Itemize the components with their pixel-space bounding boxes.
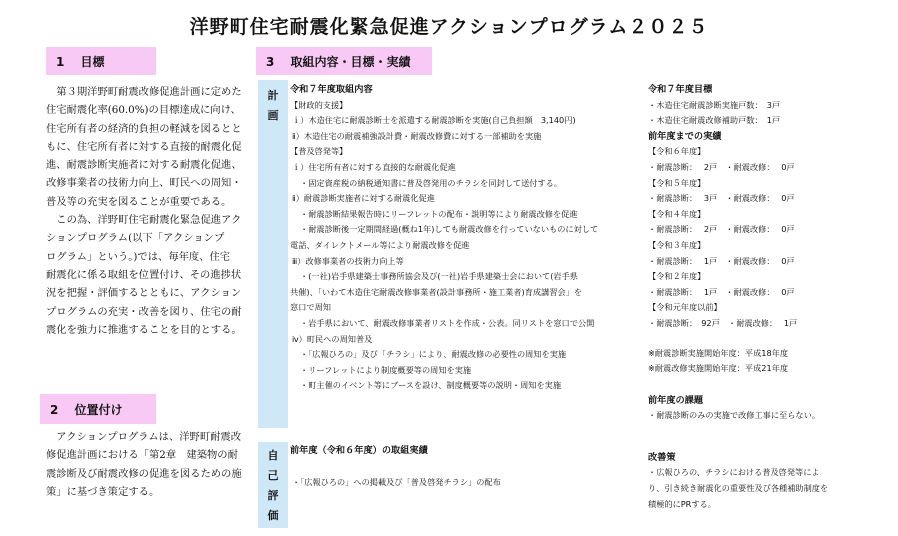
measure-line: ・広報ひろの、チラシにおける普及啓発等によ [648, 467, 820, 478]
plan-line: ｉ）木造住宅に耐震診断士を派遣する耐震診断を実施(自己負担額 3,140円) [292, 115, 576, 126]
plan-line: ｉ）住宅所有者に対する直接的な耐震化促進 [292, 161, 456, 172]
result-year: 【令和２年度】 [648, 271, 706, 282]
result-line: ・耐震診断： 3戸 ・耐震改修： 0戸 [648, 193, 795, 204]
section1-line: 況を把握・評価するとともに、アクション [46, 287, 242, 300]
result-line: ・耐震診断： 1戸 ・耐震改修： 0戸 [648, 286, 795, 297]
issue-line: ・耐震診断のみの実施で改修工事に至らない。 [648, 410, 820, 421]
plan-line: 共催)、「いわて木造住宅耐震改修事業者(設計事務所・施工業者)育成講習会」を [290, 286, 583, 297]
plan-line: ⅲ）改修事業者の技術力向上等 [292, 255, 404, 266]
section2-line: 策」に基づき策定する。 [46, 485, 160, 498]
plan-line: ・町主催のイベント等にブースを設け、制度概要等の説明・周知を実施 [300, 380, 562, 391]
plan-line: ・岩手県において、耐震改修事業者リストを作成・公表。同リストを窓口で公開 [300, 317, 595, 328]
section3-header: 3 取組内容・目標・実績 [256, 47, 432, 75]
section1-header: 1 目標 [46, 47, 156, 75]
plan-content [290, 82, 640, 394]
section1-body [46, 83, 246, 339]
plan-label-char: 計 [267, 89, 279, 102]
section2-body [46, 428, 246, 501]
section1-line: 住宅耐震化率(60.0%)の目標達成に向け、 [46, 104, 241, 117]
eval-content [290, 443, 640, 490]
goal-line: ・木造住宅耐震改修補助戸数： 1戸 [648, 115, 781, 126]
section1-line: 普及等の充実を図ることが重要である。 [46, 195, 232, 208]
plan-line: ・耐震診断後一定期間経過(概ね1年)しても耐震改修を行っていないものに対して [300, 224, 599, 235]
section2-line: 震診断及び耐震改修の促進を図るための施 [46, 467, 242, 480]
plan-line: ・耐震診断結果報告時にリーフレットの配布・説明等により耐震改修を促進 [300, 208, 578, 219]
plan-line: ・固定資産税の納税通知書に普及啓発用のチラシを同封して送付する。 [300, 177, 563, 188]
section1-line: 耐震化に係る取組を位置付け、その進捗状 [46, 268, 242, 281]
plan-line: ⅱ）耐震診断実施者に対する耐震化促進 [292, 193, 435, 204]
result-year: 【令和３年度】 [648, 239, 706, 250]
right-column [648, 82, 878, 512]
section1-line: ションプログラム(以下「アクションプ [46, 232, 225, 245]
plan-line: 窓口で周知 [290, 302, 331, 313]
eval-line: ・「広報ひろの」への掲載及び「普及啓発チラシ」の配布 [292, 476, 501, 487]
section1-line: プログラムの充実・改善を図り、住宅の耐 [46, 305, 242, 318]
measure-line: 積極的にPRする。 [648, 498, 716, 509]
eval-heading: 前年度（令和６年度）の取組実績 [290, 445, 428, 456]
goal-heading: 令和７年度目標 [648, 84, 713, 95]
issue-heading: 前年度の課題 [648, 394, 704, 406]
plan-line: 【普及啓発等】 [290, 146, 348, 157]
section1-line: 第３期洋野町耐震改修促進計画に定めた [56, 86, 242, 98]
section1-line: もに、住宅所有者に対する直接的耐震化促 [46, 140, 242, 153]
result-line: ・耐震診断： 2戸 ・耐震改修： 0戸 [648, 224, 795, 235]
section1-line: ログラム」という。)では、毎年度、住宅 [46, 250, 231, 263]
section2-line: 修促進計画における「第2章 建築物の耐 [46, 449, 238, 462]
measure-line: り、引き続き耐震化の重要性及び各種補助制度を [648, 483, 829, 494]
plan-line: ⅳ）町民への周知普及 [292, 333, 373, 344]
note-line: ※耐震診断実施開始年度：平成18年度 [648, 347, 789, 358]
plan-heading: 令和７年度取組内容 [290, 84, 373, 95]
section1-line: 住宅所有者の経済的負担の軽減を図るとと [46, 122, 242, 135]
result-year: 【令和５年度】 [648, 177, 706, 188]
plan-label [258, 80, 288, 428]
eval-label-char: 己 [267, 469, 279, 482]
result-line: ・耐震診断： 1戸 ・耐震改修： 0戸 [648, 255, 795, 266]
plan-line: ・「広報ひろの」及び「チラシ」により、耐震改修の必要性の周知を実施 [300, 349, 567, 360]
measure-heading: 改善策 [648, 451, 676, 463]
plan-line: 【財政的支援】 [290, 99, 348, 110]
section2-header: 2 位置付け [40, 394, 156, 424]
section1-line: 改修事業者の技術力向上、町民への周知・ [46, 177, 242, 190]
section1-line: 進、耐震診断実施者に対する耐震化促進、 [46, 159, 242, 172]
result-line: ・耐震診断： 92戸 ・耐震改修： 1戸 [648, 317, 798, 328]
section1-line: この為、洋野町住宅耐震化緊急促進アク [56, 214, 242, 227]
plan-line: 電話、ダイレクトメール等により耐震改修を促進 [290, 239, 470, 250]
eval-label [258, 442, 288, 528]
note-line: ※耐震改修実施開始年度：平成21年度 [648, 363, 789, 374]
goal-line: ・木造住宅耐震診断実施戸数： 3戸 [648, 99, 781, 110]
plan-line: ・(一社)岩手県建築士事務所協会及び(一社)岩手県建築士会において(岩手県 [300, 271, 578, 282]
result-line: ・耐震診断： 2戸 ・耐震改修： 0戸 [648, 161, 795, 172]
result-year: 【令和６年度】 [648, 146, 706, 157]
eval-label-char: 評 [267, 489, 279, 502]
section2-line: アクションプログラムは、洋野町耐震改 [56, 431, 242, 443]
plan-label-char: 画 [267, 109, 279, 122]
plan-line: ⅱ）木造住宅の耐震補強設計費・耐震改修費に対する一部補助を実施 [292, 130, 542, 141]
result-year: 【令和元年度以前】 [648, 302, 722, 313]
result-year: 【令和４年度】 [648, 208, 706, 219]
page-title: 洋野町住宅耐震化緊急促進アクションプログラム２０２５ [189, 16, 709, 38]
section1-line: 震化を強力に推進することを目的とする。 [46, 323, 242, 336]
plan-line: ・リーフレットにより制度概要等の周知を実施 [300, 364, 472, 375]
results-heading: 前年度までの実績 [648, 130, 722, 142]
eval-label-char: 自 [267, 449, 279, 462]
eval-label-char: 価 [267, 509, 279, 522]
